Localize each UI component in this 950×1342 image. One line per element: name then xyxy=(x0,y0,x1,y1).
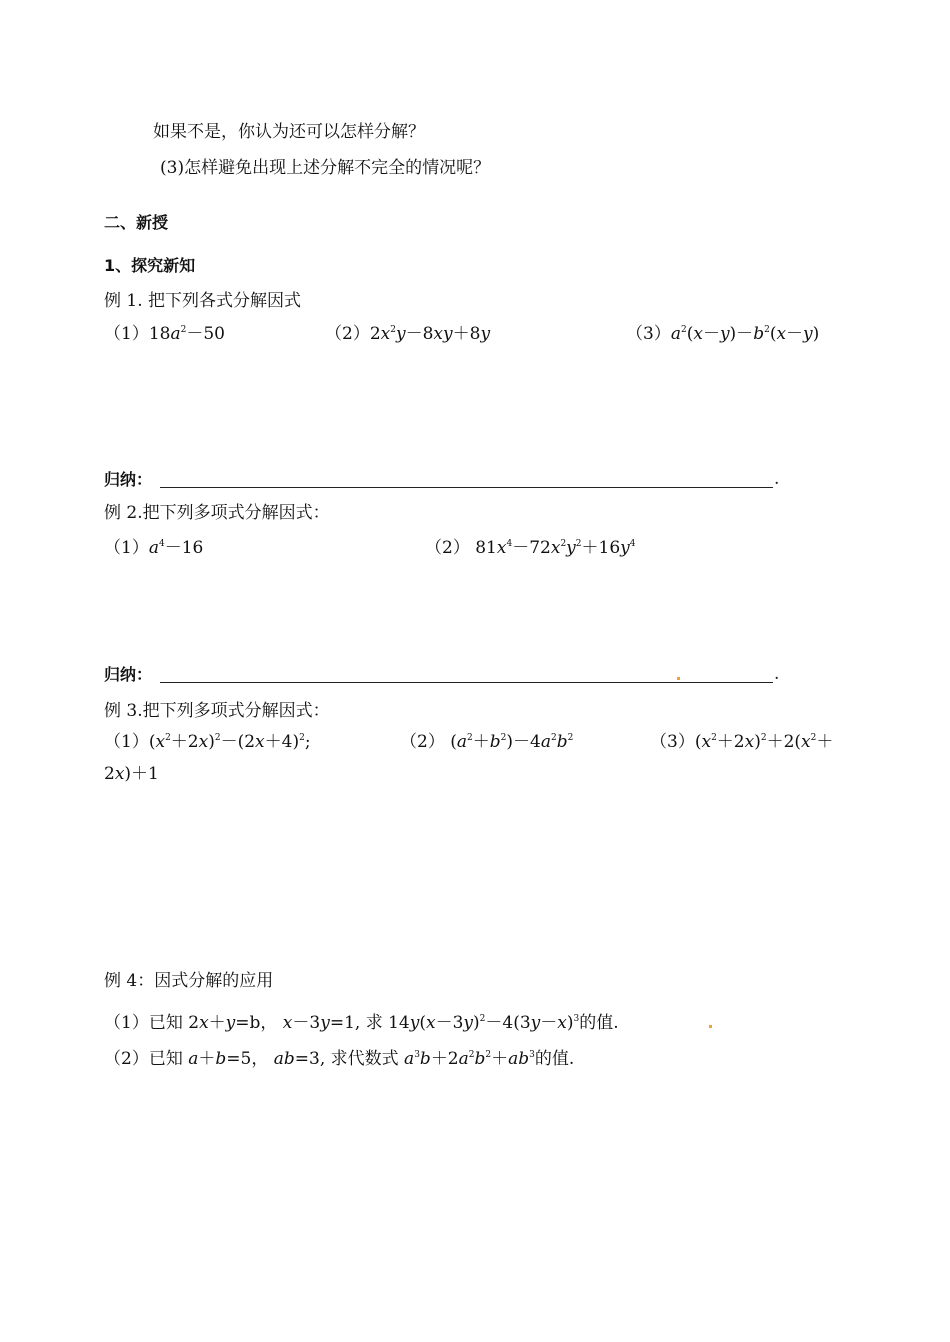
example-3-problem-3-continued: 2x)＋1 xyxy=(104,764,159,784)
intro-question-2-followup: 如果不是，你认为还可以怎样分解？ xyxy=(153,122,425,142)
section-heading: 二、新授 xyxy=(104,213,169,232)
example-1-problem-2: $(2)2x^2y-8xy+8y$ xyxy=(325,324,491,344)
example-2-problem-2: （2） $81x^4-72x^2y^2+16y^4$ xyxy=(425,538,636,558)
example-3-problem-3: $(3)(x^2+2x)^2+2(x^2+$ xyxy=(650,732,834,752)
example-2-problem-1: $(1)a^4-16$ xyxy=(104,538,204,558)
summary-1-period: . xyxy=(774,469,780,489)
section-subheading: 1、探究新知 xyxy=(104,256,196,275)
stray-mark xyxy=(709,1025,712,1028)
example-1-problem-3: $(3)a^2(x-y)-b^2(x-y)$ xyxy=(626,324,820,344)
summary-1-label: 归纳： xyxy=(104,470,153,489)
example-3-problem-1: $(1)(x^2+2x)^2-(2x+4)^2$; xyxy=(104,732,311,752)
intro-question-3: (3)怎样避免出现上述分解不完全的情况呢？ xyxy=(160,158,491,178)
example-3-title: 例 3.把下列多项式分解因式： xyxy=(104,701,330,721)
summary-2-label: 归纳： xyxy=(104,665,153,684)
example-4-title: 例 4：因式分解的应用 xyxy=(104,971,274,991)
example-4-problem-2: （2）已知 a＋b=5， ab=3, 求代数式 $a^3b+2a^2b^2+ab^3$的值. xyxy=(104,1049,575,1069)
example-4-problem-1: （1）已知 2x＋y=b， x－3y=1, 求 $14y(x-3y)^2-4(3y-x)^3$的值. xyxy=(104,1013,619,1033)
summary-2-period: . xyxy=(774,664,780,684)
example-3-problem-2: （2） $(a^2+b^2)-4a^2b^2$ xyxy=(400,732,574,752)
stray-mark xyxy=(677,677,680,680)
example-1-problem-1: $(1)18a^2-50$ xyxy=(104,324,225,344)
summary-1-answer-line[interactable] xyxy=(160,487,773,488)
summary-2-answer-line[interactable] xyxy=(160,682,773,683)
example-2-title: 例 2.把下列多项式分解因式： xyxy=(104,503,330,523)
example-1-title: 例 1. 把下列各式分解因式 xyxy=(104,291,302,311)
